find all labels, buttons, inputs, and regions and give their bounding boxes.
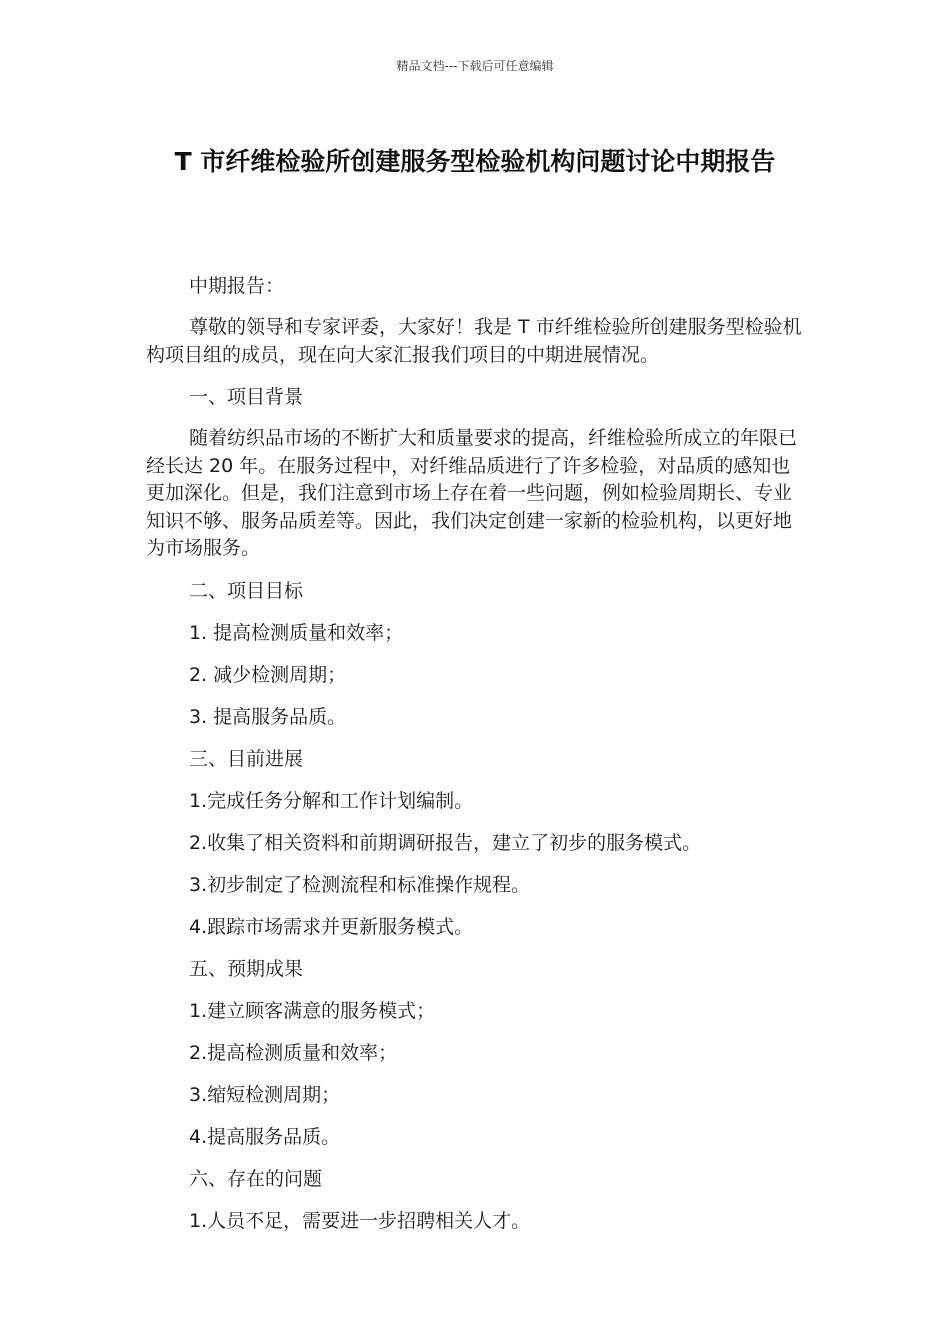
- section-heading-goals: 二、项目目标: [189, 579, 304, 602]
- intro-greeting: 尊敬的领导和专家评委，大家好！我是 T 市纤维检验所创建服务型检验机构项目组的成员，现在向大家汇报我们项目的中期进展情况。: [146, 316, 802, 366]
- section-heading-results: 五、预期成果: [189, 957, 304, 980]
- section-heading-background: 一、项目背景: [189, 386, 304, 408]
- progress-item-3: 3.初步制定了检测流程和标准操作规程。: [189, 873, 531, 896]
- section-heading-progress: 三、目前进展: [189, 747, 304, 770]
- progress-item-1: 1.完成任务分解和工作计划编制。: [189, 789, 474, 812]
- result-item-4: 4.提高服务品质。: [189, 1125, 341, 1148]
- result-item-2: 2.提高检测质量和效率；: [189, 1041, 398, 1064]
- goal-item-3: 3. 提高服务品质。: [189, 705, 347, 728]
- goal-item-1: 1. 提高检测质量和效率；: [189, 621, 404, 644]
- progress-item-2: 2.收集了相关资料和前期调研报告，建立了初步的服务模式。: [189, 831, 702, 854]
- result-item-1: 1.建立顾客满意的服务模式；: [189, 999, 436, 1022]
- document-title: T 市纤维检验所创建服务型检验机构问题讨论中期报告: [174, 147, 776, 176]
- goal-item-2: 2. 减少检测周期；: [189, 663, 347, 686]
- page-header: 精品文档---下载后可任意编辑: [396, 59, 554, 73]
- result-item-3: 3.缩短检测周期；: [189, 1083, 341, 1106]
- intro-label: 中期报告：: [189, 275, 285, 297]
- document-body: [146, 272, 806, 1249]
- problem-item-1: 1.人员不足，需要进一步招聘相关人才。: [189, 1209, 531, 1232]
- section-heading-problems: 六、存在的问题: [189, 1167, 323, 1190]
- background-paragraph: 随着纺织品市场的不断扩大和质量要求的提高，纤维检验所成立的年限已经长达 20 年。在服务过程中，对纤维品质进行了许多检验，对品质的感知也更加深化。但是，我们注意到市场上存在着一些问题，例如检验周期长、专业知识不够、服务品质差等。因此，我们决定创建一家新的检验机构，以更好地为市场服务。: [146, 427, 798, 559]
- progress-item-4: 4.跟踪市场需求并更新服务模式。: [189, 915, 474, 938]
